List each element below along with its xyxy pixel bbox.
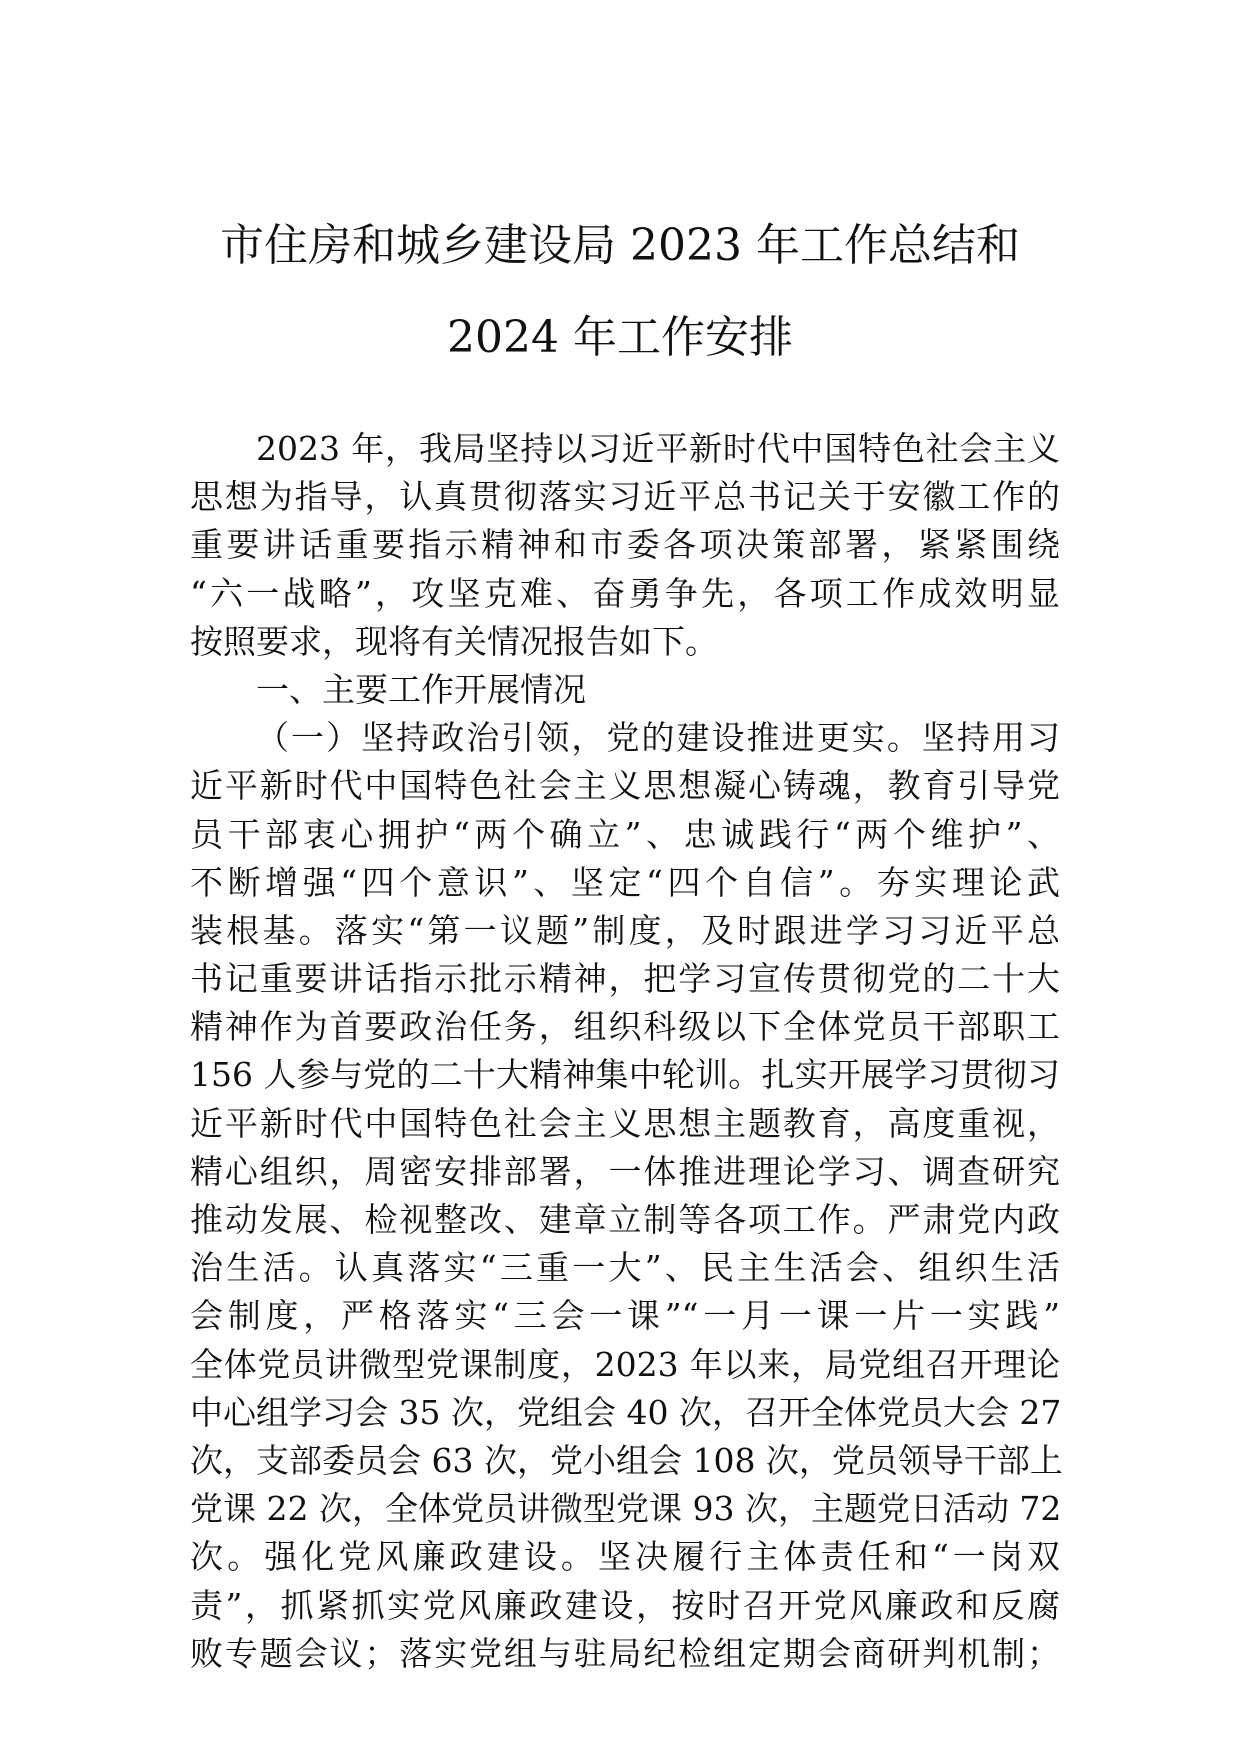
document-title-line-1: 市住房和城乡建设局 2023 年工作总结和 xyxy=(220,220,1020,271)
body-line: 推动发展、检视整改、建章立制等各项工作。严肃党内政 xyxy=(190,1200,1060,1239)
body-line: 中心组学习会 35 次，党组会 40 次，召开全体党员大会 27 xyxy=(190,1392,1062,1432)
body-line: 会制度，严格落实“三会一课”“一月一课一片一实践” xyxy=(190,1296,1060,1336)
body-line: 重要讲话重要指示精神和市委各项决策部署，紧紧围绕 xyxy=(190,525,1060,565)
body-line: 次，支部委员会 63 次，党小组会 108 次，党员领导干部上 xyxy=(190,1440,1063,1480)
body-line: 员干部衷心拥护“两个确立”、忠诚践行“两个维护”、 xyxy=(190,814,1060,854)
body-line: 次。强化党风廉政建设。坚决履行主体责任和“一岗双 xyxy=(190,1537,1060,1577)
body-line: 败专题会议；落实党组与驻局纪检组定期会商研判机制； xyxy=(190,1633,1060,1673)
body-line: 按照要求，现将有关情况报告如下。 xyxy=(190,621,718,661)
body-line: 思想为指导，认真贯彻落实习近平总书记关于安徽工作的 xyxy=(190,477,1060,517)
document-title-line-2: 2024 年工作安排 xyxy=(447,312,793,363)
section-heading: 一、主要工作开展情况 xyxy=(256,669,586,709)
body-line: 全体党员讲微型党课制度，2023 年以来，局党组召开理论 xyxy=(190,1344,1060,1384)
body-line: 精心组织，周密安排部署，一体推进理论学习、调查研究 xyxy=(190,1151,1060,1191)
body-line: 2023 年，我局坚持以习近平新时代中国特色社会主义 xyxy=(256,429,1060,468)
body-line: 责”，抓紧抓实党风廉政建设，按时召开党风廉政和反腐 xyxy=(190,1585,1060,1625)
body-line: 近平新时代中国特色社会主义思想主题教育，高度重视， xyxy=(190,1103,1060,1143)
document-body xyxy=(190,425,1063,1678)
body-line: 党课 22 次，全体党员讲微型党课 93 次，主题党日活动 72 xyxy=(190,1489,1062,1529)
body-line: 近平新时代中国特色社会主义思想凝心铸魂，教育引导党 xyxy=(190,766,1060,806)
body-line: 精神作为首要政治任务，组织科级以下全体党员干部职工 xyxy=(190,1007,1060,1047)
body-line: 装根基。落实“第一议题”制度，及时跟进学习习近平总 xyxy=(190,910,1060,950)
body-line: 书记重要讲话指示批示精神，把学习宣传贯彻党的二十大 xyxy=(190,959,1060,999)
body-line: 156 人参与党的二十大精神集中轮训。扎实开展学习贯彻习 xyxy=(190,1055,1060,1095)
body-line: 不断增强“四个意识”、坚定“四个自信”。夯实理论武 xyxy=(190,862,1060,902)
body-line: 治生活。认真落实“三重一大”、民主生活会、组织生活 xyxy=(190,1248,1060,1288)
body-line: （一）坚持政治引领，党的建设推进更实。坚持用习 xyxy=(256,718,1060,758)
body-line: “六一战略”，攻坚克难、奋勇争先，各项工作成效明显 xyxy=(190,573,1060,613)
